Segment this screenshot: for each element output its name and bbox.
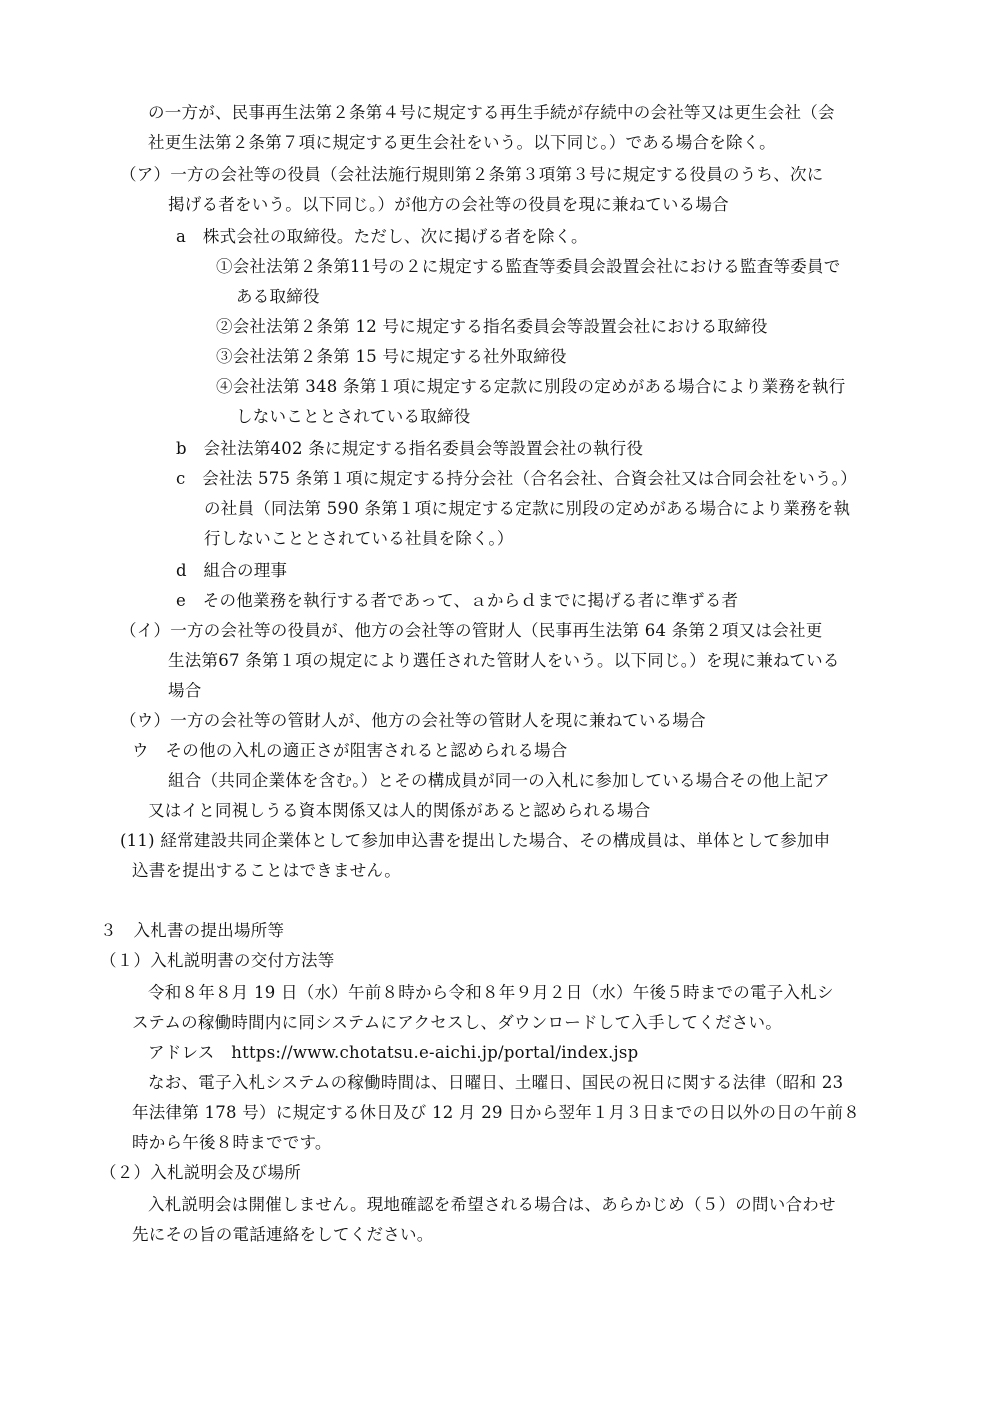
text-line: 時から午後８時までです。 bbox=[132, 1133, 332, 1152]
text-line: ①会社法第２条第11号の２に規定する監査等委員会設置会社における監査等委員で bbox=[216, 257, 841, 276]
text-line: の一方が、民事再生法第２条第４号に規定する再生手続が存続中の会社等又は更生会社（会 bbox=[148, 103, 835, 122]
text-line: 先にその旨の電話連絡をしてください。 bbox=[132, 1225, 434, 1244]
text-line: 場合 bbox=[168, 681, 202, 700]
text-line: ②会社法第２条第 12 号に規定する指名委員会等設置会社における取締役 bbox=[216, 317, 768, 336]
text-line: 生法第67 条第１項の規定により選任された管財人をいう。以下同じ。）を現に兼ねている bbox=[168, 651, 840, 670]
text-line: ステムの稼働時間内に同システムにアクセスし、ダウンロードして入手してください。 bbox=[132, 1013, 782, 1032]
text-line: ③会社法第２条第 15 号に規定する社外取締役 bbox=[216, 347, 567, 366]
text-line: なお、電子入札システムの稼働時間は、日曜日、土曜日、国民の祝日に関する法律（昭和 23 bbox=[148, 1073, 844, 1092]
text-line: しないこととされている取締役 bbox=[236, 407, 471, 426]
text-line: (11) 経常建設共同企業体として参加申込書を提出した場合、その構成員は、単体として参加申 bbox=[120, 831, 831, 850]
subsection-heading: （２）入札説明会及び場所 bbox=[100, 1163, 301, 1182]
text-line: 令和８年８月 19 日（水）午前８時から令和８年９月２日（水）午後５時までの電子入札シ bbox=[148, 983, 834, 1002]
text-line: 入札説明会は開催しません。現地確認を希望される場合は、あらかじめ（５）の問い合わせ bbox=[148, 1195, 836, 1214]
text-line: d 組合の理事 bbox=[176, 561, 288, 580]
text-line: （ウ）一方の会社等の管財人が、他方の会社等の管財人を現に兼ねている場合 bbox=[120, 711, 706, 730]
text-line: ④会社法第 348 条第１項に規定する定款に別段の定めがある場合により業務を執行 bbox=[216, 377, 846, 396]
text-line: ウ その他の入札の適正さが阻害されると認められる場合 bbox=[132, 741, 568, 760]
text-line: b 会社法第402 条に規定する指名委員会等設置会社の執行役 bbox=[176, 439, 644, 458]
subsection-heading: （１）入札説明書の交付方法等 bbox=[100, 951, 335, 970]
text-line: 組合（共同企業体を含む。）とその構成員が同一の入札に参加している場合その他上記ア bbox=[168, 771, 830, 790]
text-line: 掲げる者をいう。以下同じ。）が他方の会社等の役員を現に兼ねている場合 bbox=[168, 195, 729, 214]
text-line: ある取締役 bbox=[236, 287, 320, 306]
text-line: c 会社法 575 条第１項に規定する持分会社（合名会社、合資会社又は合同会社をいう。） bbox=[176, 469, 857, 488]
text-line: a 株式会社の取締役。ただし、次に掲げる者を除く。 bbox=[176, 227, 588, 246]
text-line: （イ）一方の会社等の役員が、他方の会社等の管財人（民事再生法第 64 条第２項又は会社更 bbox=[120, 621, 823, 640]
address-line: アドレス https://www.chotatsu.e-aichi.jp/portal/index.jsp bbox=[148, 1043, 639, 1062]
text-line: 行しないこととされている社員を除く。） bbox=[204, 529, 514, 548]
text-line: 社更生法第２条第７項に規定する更生会社をいう。以下同じ。）である場合を除く。 bbox=[148, 133, 776, 152]
text-line: e その他業務を執行する者であって、ａからｄまでに掲げる者に準ずる者 bbox=[176, 591, 739, 610]
text-line: （ア）一方の会社等の役員（会社法施行規則第２条第３項第３号に規定する役員のうち、次に bbox=[120, 165, 824, 184]
text-line: 込書を提出することはできません。 bbox=[132, 861, 401, 880]
text-line: 年法律第 178 号）に規定する休日及び 12 月 29 日から翌年１月３日までの日以外の日の午前８ bbox=[132, 1103, 860, 1122]
section-heading: ３ 入札書の提出場所等 bbox=[100, 921, 285, 940]
text-line: 又はイと同視しうる資本関係又は人的関係があると認められる場合 bbox=[148, 801, 651, 820]
text-line: の社員（同法第 590 条第１項に規定する定款に別段の定めがある場合により業務を執 bbox=[204, 499, 851, 518]
